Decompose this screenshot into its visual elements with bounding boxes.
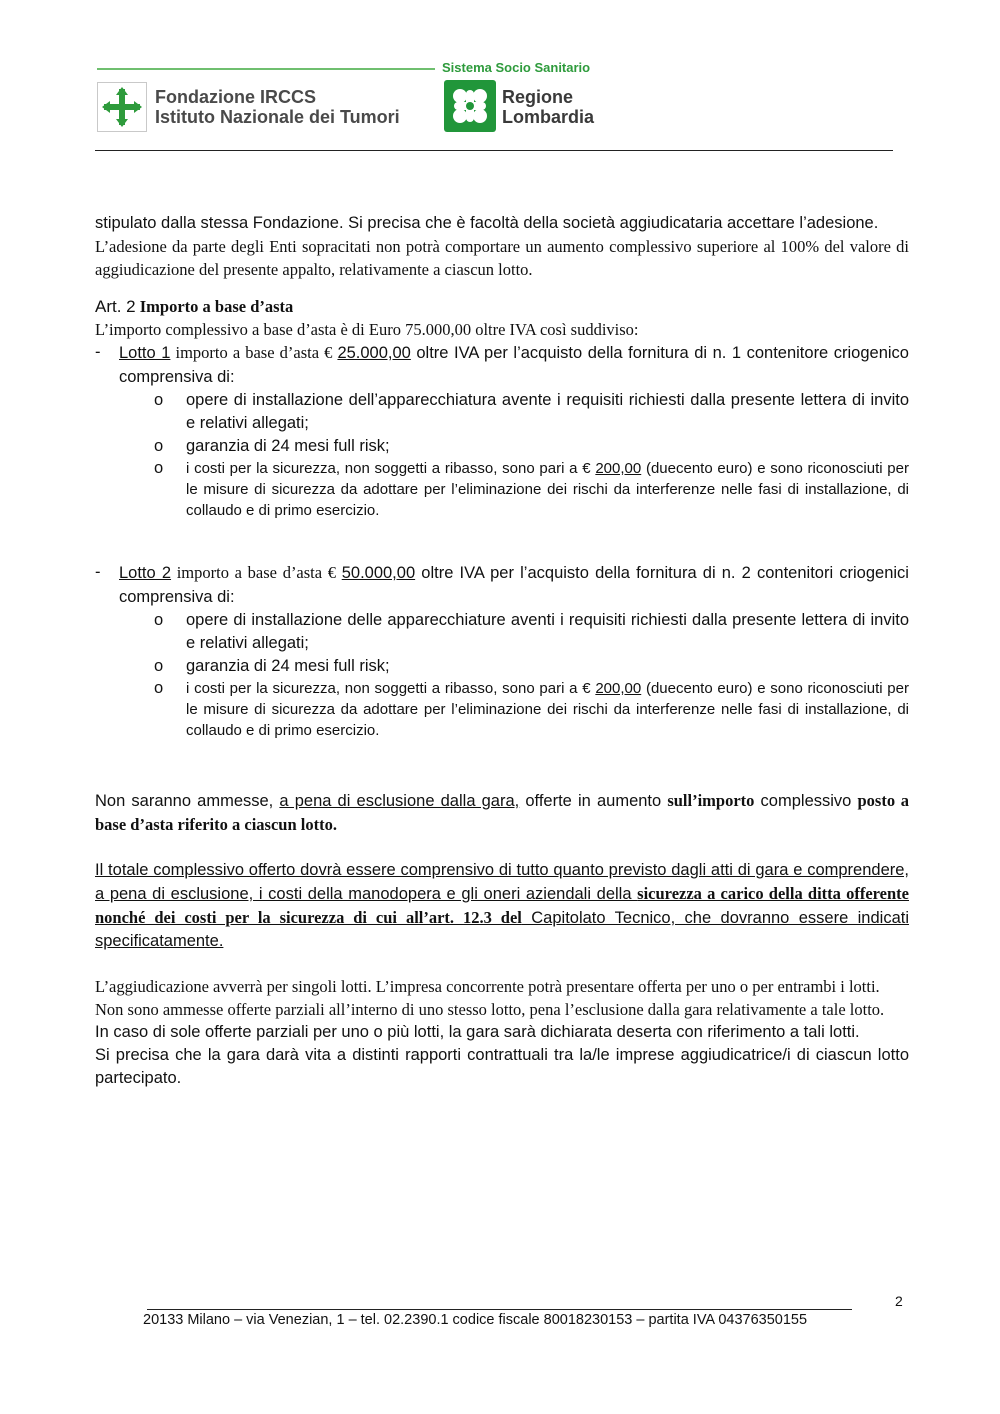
footer-rule [147,1309,852,1310]
fondazione-line2: Istituto Nazionale dei Tumori [155,107,400,127]
regione-line2: Lombardia [502,107,595,127]
exclusion-underlined: a pena di esclusione dalla gara, [279,792,520,810]
exclusion-paragraph: Non saranno ammesse, a pena di esclusione dalla gara, offerte in aumento sull’importo complessivo posto a base d’asta riferito a ciascun lotto. [95,791,910,834]
intro-paragraph-1: stipulato dalla stessa Fondazione. Si precisa che è facoltà della società aggiudicataria accettare l’adesione. [95,214,879,232]
article-number: Art. 2 [95,297,136,316]
regione-line1: Regione [502,87,574,107]
lot-1-post-amount: oltre IVA per l’acquisto della fornitura di n. 1 contenitore criogenico comprensiva di: [119,344,909,386]
list-item-security-costs: o i costi per la sicurezza, non soggetti a ribasso, sono pari a € 200,00 (duecento euro) e sono riconosciuti per le misure di sicurezza da adottare per l’eliminazione dei rischi da interferenze nelle fasi di installazione, di collaudo e di primo esercizio. [154,679,909,739]
article-title: Importo a base d’asta [139,297,294,316]
lot-1-name: Lotto 1 [119,344,171,362]
lot-2-items [95,609,909,741]
regione-logo [444,80,496,132]
lot-dash: - [95,563,101,581]
lot-2 [95,561,909,609]
system-label: Sistema Socio Sanitario [442,60,591,75]
lot-2-description [119,561,909,609]
lot-dash: - [95,343,101,361]
regione-rose-icon [444,80,496,132]
list-item-security-costs: o i costi per la sicurezza, non soggetti a ribasso, sono pari a € 200,00 (duecento euro) e sono riconosciuti per le misure di sicurezza da adottare per l’eliminazione dei rischi da interferenze nelle fasi di installazione, di collaudo e di primo esercizio. [154,459,909,519]
fondazione-line1: Fondazione IRCCS [155,87,316,107]
regione-name [502,87,594,127]
closing-paragraph-3: In caso di sole offerte parziali per uno o più lotti, la gara sarà dichiarata deserta con riferimento a tali lotti. [95,1023,860,1041]
fondazione-name [155,87,400,127]
document-body [95,212,909,1090]
lot-2-post-amount: oltre IVA per l’acquisto della fornitura di n. 2 contenitori criogenici comprensiva di: [119,564,909,606]
closing-paragraph-1: L’aggiudicazione avverrà per singoli lotti. L’impresa concorrente potrà presentare offerta per uno o per entrambi i lotti. [95,977,880,996]
lot-1 [95,341,909,389]
lot-1-amount: 25.000,00 [337,344,411,362]
article-lead: L’importo complessivo a base d’asta è di Euro 75.000,00 oltre IVA così suddiviso: [95,320,639,339]
closing-paragraph-2: Non sono ammesse offerte parziali all’interno di uno stesso lotto, pena l’esclusione dalla gara relativamente a tale lotto. [95,1000,885,1019]
lot-2-name: Lotto 2 [119,564,172,582]
fondazione-cross-icon [98,83,146,131]
article-heading [95,295,909,318]
page-number: 2 [895,1293,903,1309]
lot-2-pre-amount: importo a base d’asta € [171,563,342,582]
intro-paragraph-2: L’adesione da parte degli Enti sopracitati non potrà comportare un aumento complessivo superiore al 100% del valore di aggiudicazione del presente appalto, relativamente a ciascun lotto. [95,237,909,279]
list-item: o garanzia di 24 mesi full risk; [154,437,390,455]
lot-1-security-amount: 200,00 [595,460,642,477]
lot-1-items [95,389,909,521]
footer-address: 20133 Milano – via Venezian, 1 – tel. 02.2390.1 codice fiscale 80018230153 – partita IVA 04376350155 [143,1312,808,1328]
header-green-line [97,68,435,70]
list-item: o garanzia di 24 mesi full risk; [154,657,390,675]
lot-1-description [119,341,909,389]
header-rule [95,150,893,151]
lot-2-amount: 50.000,00 [341,564,416,582]
list-item: o opere di installazione dell’apparecchiatura avente i requisiti richiesti dalla presente lettera di invito e relativi allegati; [154,391,909,432]
list-item: o opere di installazione delle apparecchiature aventi i requisiti richiesti dalla presente lettera di invito e relativi allegati; [154,611,909,652]
lot-2-security-amount: 200,00 [595,680,642,697]
closing-paragraph-4: Si precisa che la gara darà vita a distinti rapporti contrattuali tra la/le imprese aggiudicatrice/i di ciascun lotto partecipato. [95,1046,909,1087]
lot-1-pre-amount: importo a base d’asta € [170,343,338,362]
fondazione-logo [97,82,147,132]
total-offer-paragraph: Il totale complessivo offerto dovrà essere comprensivo di tutto quanto previsto dagli atti di gara e comprendere, a pena di esclusione, i costi della manodopera e gli oneri aziendali della sicurezza a carico della ditta offerente nonché dei costi per la sicurezza di cui all’art. 12.3 del Capitolato Tecnico, che dovranno essere indicati specificatamente. [95,861,910,950]
